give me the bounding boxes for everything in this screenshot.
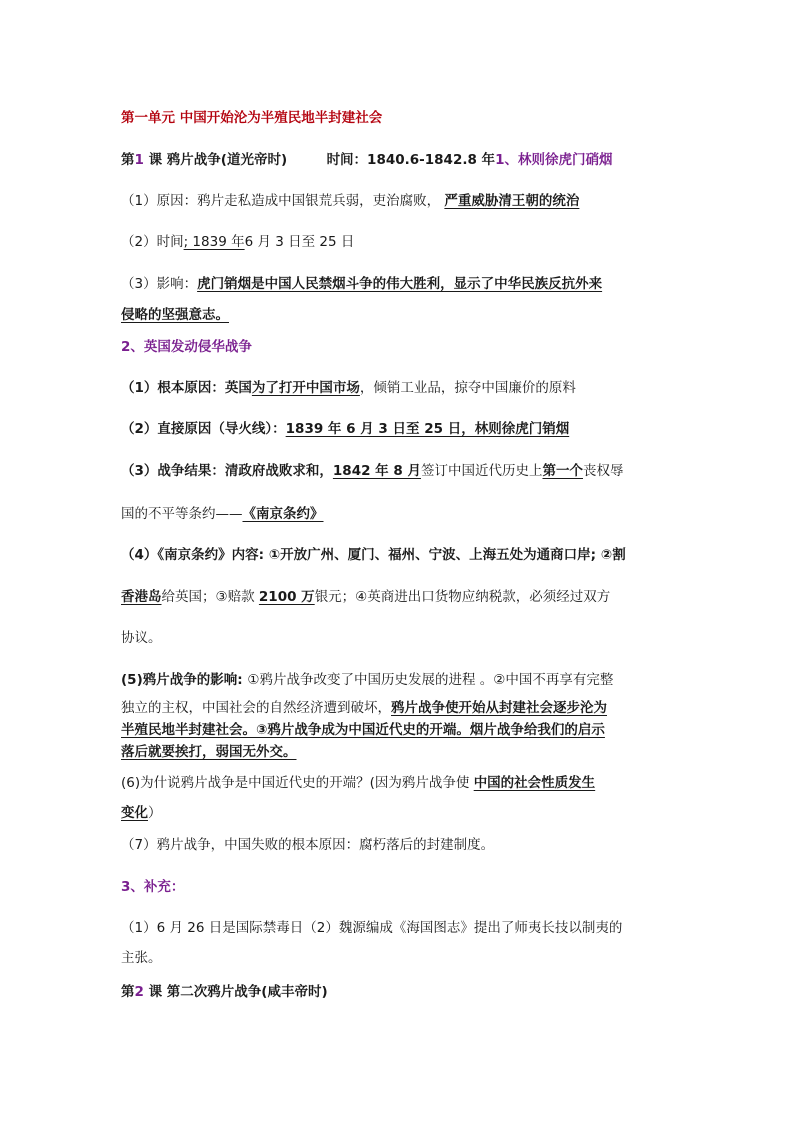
s2-result-text: 签订中国近代历史上 xyxy=(420,463,543,479)
s2-treaty-name: 《南京条约》 xyxy=(242,506,324,522)
s2-treaty-content-2 xyxy=(121,587,610,607)
s1-time xyxy=(121,232,354,252)
s2-result-cont xyxy=(121,504,324,524)
s3-supplement-2: 主张。 xyxy=(121,950,162,966)
lesson-2-number: 2 xyxy=(134,984,144,1000)
s2-direct-cause-label: （2）直接原因（导火线）： xyxy=(121,421,286,437)
s1-impact-text: 虎门销烟是中国人民禁烟斗争的伟大胜利，显示了中华民族反抗外来 xyxy=(197,276,603,292)
unit-title: 第一单元 中国开始沦为半殖民地半封建社会 xyxy=(121,110,383,126)
s2-why-start-key-2: 变化 xyxy=(121,805,148,821)
s2-hongkong: 香港岛 xyxy=(121,589,162,605)
s2-root-failure: （7）鸦片战争，中国失败的根本原因：腐朽落后的封建制度。 xyxy=(121,837,495,853)
section-1-number: 1 xyxy=(495,152,505,168)
section-3-title: 3、补充： xyxy=(121,879,185,895)
s2-why-start-close: ） xyxy=(148,805,162,821)
lesson-2-heading xyxy=(121,982,328,1002)
s2-influence-2-key: 鸦片战争使开始从封建社会逐步沦为 xyxy=(391,700,607,716)
s2-indemnity-amount: 2100 万 xyxy=(258,589,315,605)
s2-root-cause-label: （1）根本原因：英国 xyxy=(121,380,252,396)
s2-why-start-key: 中国的社会性质发生 xyxy=(473,775,596,791)
s2-result-cont-text: 国的不平等条约—— xyxy=(121,506,243,522)
lesson-1-title: 课 鸦片战争(道光帝时) xyxy=(148,152,288,168)
s2-treaty-content-3: 协议。 xyxy=(121,630,162,646)
s1-time-year: ; 1839 年 xyxy=(183,234,245,250)
lesson-2-prefix: 第 xyxy=(121,984,135,1000)
s2-tariff: 银元；④英商进出口货物应纳税款，必须经过双方 xyxy=(314,589,611,605)
s2-why-start xyxy=(121,773,595,793)
s2-direct-cause xyxy=(121,419,569,439)
s1-time-label: （2）时间 xyxy=(121,234,184,250)
s2-result-end: 丧权辱 xyxy=(582,463,624,479)
s2-influence-text: ①鸦片战争改变了中国历史发展的进程 。②中国不再享有完整 xyxy=(247,672,614,688)
lesson-1-heading xyxy=(121,150,612,170)
s1-impact-label: （3）影响： xyxy=(121,276,198,292)
s2-influence-label: (5)鸦片战争的影响: xyxy=(121,672,248,688)
s2-indemnity-label: 给英国；③赔款 xyxy=(161,589,259,605)
lesson-1-number: 1 xyxy=(134,152,144,168)
s2-root-cause-rest: ，倾销工业品，掠夺中国廉价的原料 xyxy=(359,380,576,396)
s2-treaty-content: （4）《南京条约》内容: ①开放广州、厦门、福州、宁波、上海五处为通商口岸; ②割 xyxy=(121,547,626,563)
s2-influence xyxy=(121,670,613,690)
s1-time-dates: 6 月 3 日至 25 日 xyxy=(244,234,355,250)
s1-cause xyxy=(121,191,579,211)
lesson-1-time: 时间：1840.6-1842.8 年 xyxy=(326,152,496,168)
s3-supplement: （1）6 月 26 日是国际禁毒日（2）魏源编成《海国图志》提出了师夷长技以制夷的 xyxy=(121,920,623,936)
s1-cause-text: （1）原因：鸦片走私造成中国银荒兵弱，吏治腐败， xyxy=(121,193,441,209)
s2-result-date: 1842 年 8 月 xyxy=(332,463,421,479)
lesson-2-title: 课 第二次鸦片战争(咸丰帝时) xyxy=(148,984,328,1000)
s2-result-first: 第一个 xyxy=(542,463,583,479)
s2-influence-3: 半殖民地半封建社会。③鸦片战争成为中国近代史的开端。烟片战争给我们的启示 xyxy=(121,722,605,738)
s2-direct-cause-key: 1839 年 6 月 3 日至 25 日，林则徐虎门销烟 xyxy=(285,421,570,437)
s2-why-start-text: (6)为什说鸦片战争是中国近代史的开端？(因为鸦片战争使 xyxy=(121,775,474,791)
section-1-title: 、林则徐虎门硝烟 xyxy=(504,152,613,168)
s2-root-cause xyxy=(121,378,576,398)
s1-cause-key: 严重威胁清王朝的统治 xyxy=(444,193,580,209)
s1-impact xyxy=(121,274,602,294)
s2-result xyxy=(121,461,623,481)
section-2-title: 2、英国发动侵华战争 xyxy=(121,339,252,355)
s1-impact-cont: 侵略的坚强意志。 xyxy=(121,307,229,323)
s2-why-start-2 xyxy=(121,803,162,823)
s2-influence-4: 落后就要挨打，弱国无外交。 xyxy=(121,744,297,760)
s2-influence-2-text: 独立的主权，中国社会的自然经济遭到破坏， xyxy=(121,700,391,716)
s2-root-cause-key: 为了打开中国市场 xyxy=(251,380,360,396)
lesson-1-prefix: 第 xyxy=(121,152,135,168)
s2-result-label: （3）战争结果：清政府战败求和， xyxy=(121,463,333,479)
s2-influence-2 xyxy=(121,698,607,718)
